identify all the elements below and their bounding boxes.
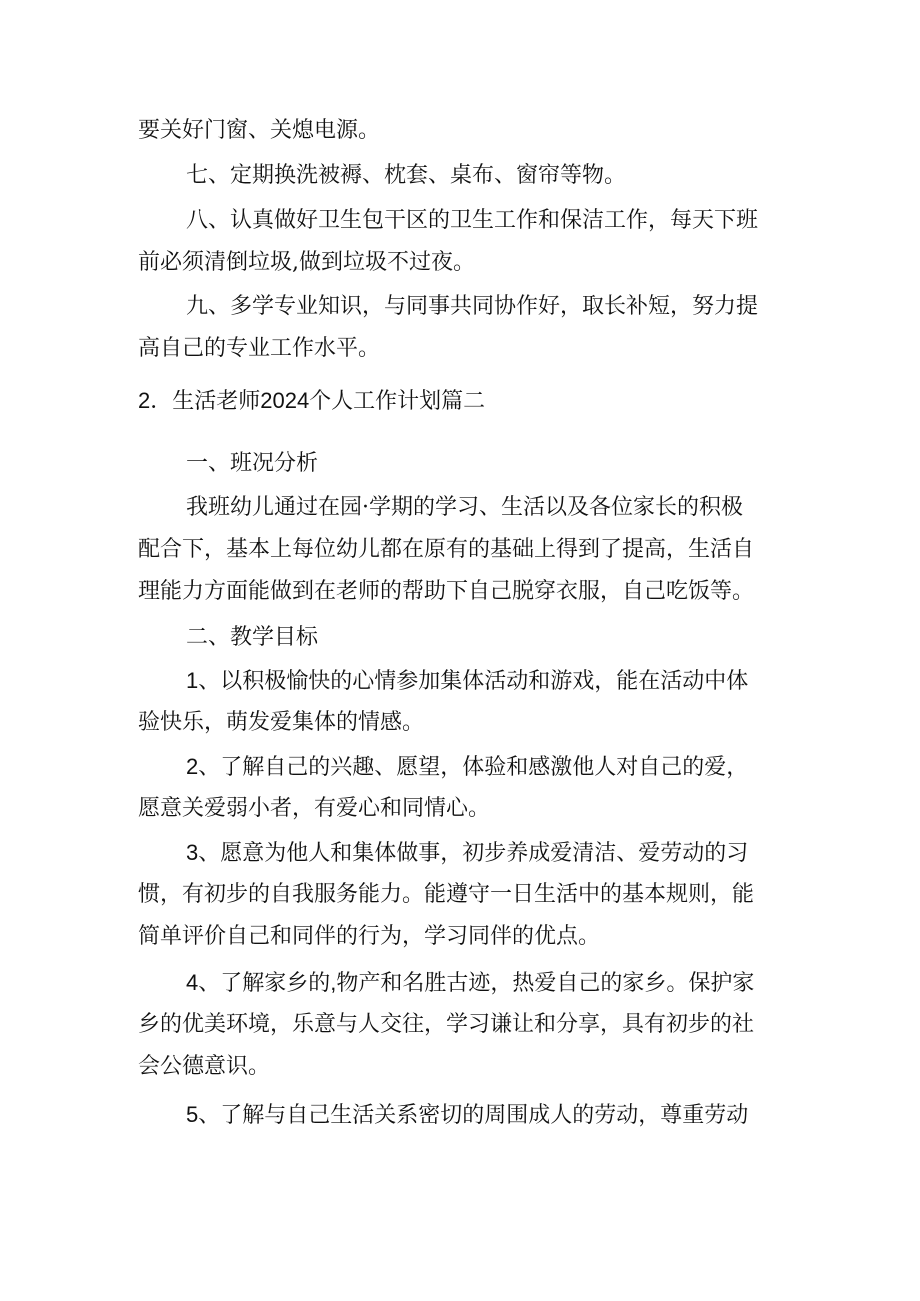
goal-item-1 <box>0 660 920 744</box>
text-line: 3、愿意为他人和集体做事，初步养成爱清洁、爱劳动的习 <box>186 840 749 865</box>
paragraph-item-7 <box>0 155 920 197</box>
text-line: 前必须清倒垃圾,做到垃圾不过夜。 <box>138 250 475 275</box>
paragraph-class-analysis <box>0 487 920 613</box>
text-line: 验快乐，萌发爱集体的情感。 <box>138 710 425 735</box>
goal-item-3 <box>0 832 920 958</box>
text-line: 二、教学目标 <box>186 625 319 650</box>
text-line: 愿意关爱弱小者，有爱心和同情心。 <box>138 796 491 821</box>
goal-item-4 <box>0 962 920 1088</box>
text-line: 2、了解自己的兴趣、愿望，体验和感激他人对自己的爱， <box>186 754 749 779</box>
section-title: 2．生活老师2024个人工作计划篇二 <box>138 388 486 413</box>
text-line: 惯，有初步的自我服务能力。能遵守一日生活中的基本规则，能 <box>138 882 755 907</box>
paragraph-item-8 <box>0 200 920 284</box>
text-line: 高自己的专业工作水平。 <box>138 336 381 361</box>
text-line: 简单评价自己和同伴的行为，学习同伴的优点。 <box>138 924 601 949</box>
text-line: 八、认真做好卫生包干区的卫生工作和保洁工作，每天下班 <box>186 208 759 233</box>
text-line: 理能力方面能做到在老师的帮助下自己脱穿衣服，自己吃饭等。 <box>138 579 755 604</box>
text-line: 要关好门窗、关熄电源。 <box>138 118 381 143</box>
section-heading <box>0 380 920 422</box>
text-line: 乡的优美环境，乐意与人交往，学习谦让和分享，具有初步的社 <box>138 1012 755 1037</box>
text-line: 七、定期换洗被褥、枕套、桌布、窗帘等物。 <box>186 163 627 188</box>
text-line: 5、了解与自己生活关系密切的周围成人的劳动，尊重劳动 <box>186 1102 749 1127</box>
text-line: 九、多学专业知识，与同事共同协作好，取长补短，努力提 <box>186 294 759 319</box>
text-line: 1、以积极愉快的心情参加集体活动和游戏，能在活动中体 <box>186 668 749 693</box>
text-line: 一、班况分析 <box>186 451 319 476</box>
text-line: 4、了解家乡的,物产和名胜古迹，热爱自己的家乡。保护家 <box>186 970 755 995</box>
goal-item-2 <box>0 746 920 830</box>
text-line: 会公德意识。 <box>138 1054 271 1079</box>
subheading-class-analysis <box>0 443 920 485</box>
subheading-teaching-goals <box>0 617 920 659</box>
paragraph-continuation <box>0 110 920 152</box>
paragraph-item-9 <box>0 286 920 370</box>
goal-item-5 <box>0 1094 920 1136</box>
text-line: 我班幼儿通过在园·学期的学习、生活以及各位家长的积极 <box>186 495 743 520</box>
text-line: 配合下，基本上每位幼儿都在原有的基础上得到了提高，生活自 <box>138 537 755 562</box>
